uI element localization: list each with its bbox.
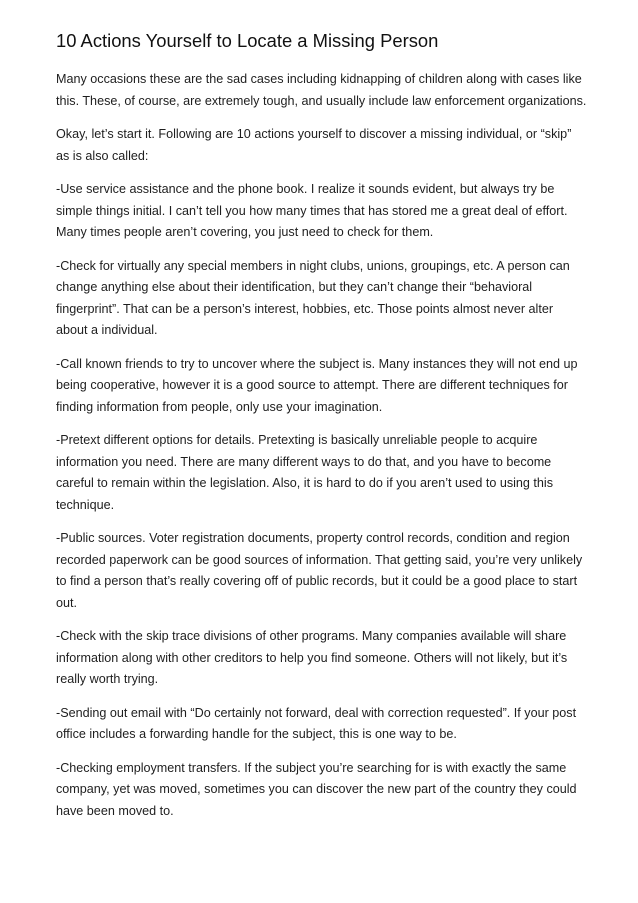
- paragraph-skip-trace: -Check with the skip trace divisions of other programs. Many companies available will share information along with other creditors to help you find someone. Others will not likely, but it’s really worth trying.: [56, 629, 568, 686]
- paragraph-intro: Many occasions these are the sad cases including kidnapping of children along with cases like this. These, of course, are extremely tough, and usually include law enforcement organizations.: [56, 72, 587, 108]
- paragraph-public-sources: -Public sources. Voter registration documents, property control records, condition and region recorded paperwork can be good sources of information. That getting said, you’re very unlikely to find a person that’s really covering off of public records, but it could be a good place to start out.: [56, 531, 583, 610]
- paragraph-start: Okay, let’s start it. Following are 10 actions yourself to discover a missing individual, or “skip” as is also called:: [56, 127, 572, 163]
- paragraph-memberships: -Check for virtually any special members in night clubs, unions, groupings, etc. A person can change anything else about their identification, but they can’t change their “behavioral fingerprint”. That can be a person’s interest, hobbies, etc. Those points almost never alter about a individual.: [56, 258, 570, 337]
- paragraph-employment: -Checking employment transfers. If the subject you’re searching for is with exactly the same company, yet was moved, sometimes you can discover the new part of the country they could have been moved to.: [56, 760, 577, 818]
- document-title: 10 Actions Yourself to Locate a Missing Person: [56, 30, 439, 51]
- paragraph-friends: -Call known friends to try to uncover where the subject is. Many instances they will not end up being cooperative, however it is a good source to attempt. There are different techniques for finding information from people, only use your imagination.: [56, 356, 578, 414]
- paragraph-phone-book: -Use service assistance and the phone book. I realize it sounds evident, but always try be simple things initial. I can’t tell you how many times that has stored me a great deal of effort. Many times people aren’t covering, you just need to check for them.: [56, 182, 568, 239]
- paragraph-pretext: -Pretext different options for details. Pretexting is basically unreliable people to acquire information you need. There are many different ways to do that, and you have to become careful to remain within the legislation. Also, it is hard to do if you aren’t used to using this technique.: [56, 433, 554, 512]
- paragraph-email: -Sending out email with “Do certainly not forward, deal with correction requested”. If your post office includes a forwarding handle for the subject, this is one way to be.: [56, 705, 577, 741]
